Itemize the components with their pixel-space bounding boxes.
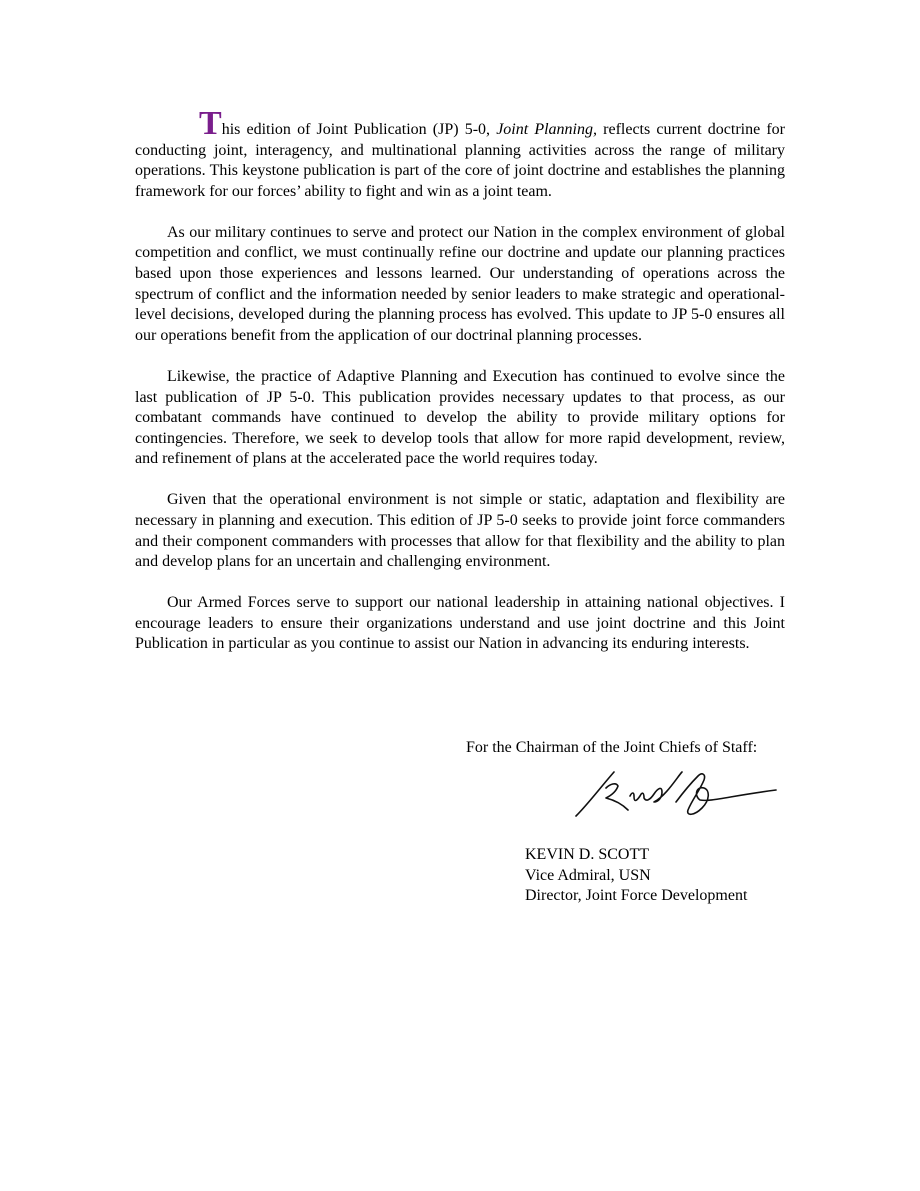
drop-cap: T bbox=[199, 105, 222, 142]
intro-text-after-title: reflects current doctrine for conducting joint, interagency, and multinational planning activities across the range of military operations. This keystone publication is part of the core of joint doctrine and establishes the planning framework for our forces’ ability to fight and win as a joint team. bbox=[135, 121, 786, 200]
signatory-position: Director, Joint Force Development bbox=[525, 887, 748, 905]
paragraph-3: Likewise, the practice of Adaptive Planning and Execution has continued to evolve since the last publication of JP 5-0. This publication provides necessary updates to that process, as our combatant commands have continued to develop the ability to provide military options for contingencies. Therefore, we seek to develop tools that allow for more rapid development, review, and refinement of plans at the accelerated pace the world requires today. bbox=[135, 367, 785, 468]
signatory-rank: Vice Admiral, USN bbox=[525, 866, 651, 884]
signature-image bbox=[570, 766, 780, 822]
paragraph-2: As our military continues to serve and protect our Nation in the complex environment of global competition and conflict, we must continually refine our doctrine and update our planning practices based upon those experiences and lessons learned. Our understanding of operations across the spectrum of conflict and the information needed by senior leaders to make strategic and operational-level decisions, developed during the planning process has evolved. This update to JP 5-0 ensures all our operations benefit from the application of our doctrinal planning processes. bbox=[135, 223, 785, 344]
paragraph-4: Given that the operational environment is not simple or static, adaptation and flexibility are necessary in planning and execution. This edition of JP 5-0 seeks to provide joint force commanders and their component commanders with processes that allow for that flexibility and the ability to plan and develop plans for an uncertain and challenging environment. bbox=[135, 491, 785, 571]
paragraph-5: Our Armed Forces serve to support our national leadership in attaining national objectives. I encourage leaders to ensure their organizations understand and use joint doctrine and this Joint Publication in particular as you continue to assist our Nation in advancing its enduring interests. bbox=[135, 594, 785, 653]
document-body bbox=[135, 105, 786, 676]
publication-title: Joint Planning, bbox=[496, 121, 597, 138]
signatory-name: KEVIN D. SCOTT bbox=[525, 846, 649, 863]
signature-block bbox=[525, 845, 805, 907]
closing-line: For the Chairman of the Joint Chiefs of Staff: bbox=[466, 739, 758, 756]
intro-text-before-title: his edition of Joint Publication (JP) 5-0, bbox=[221, 121, 497, 138]
intro-paragraph bbox=[135, 105, 786, 202]
